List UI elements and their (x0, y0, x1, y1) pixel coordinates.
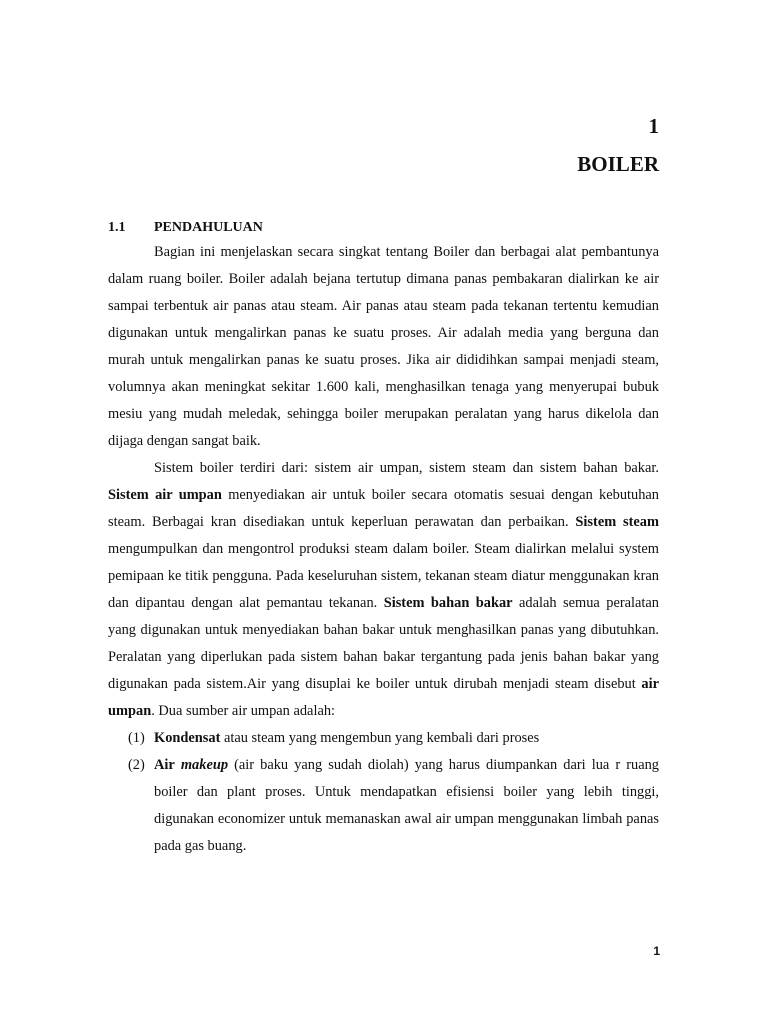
chapter-title: BOILER (577, 152, 659, 176)
term-steam-system: Sistem steam (575, 514, 659, 530)
term-makeup: makeup (180, 757, 229, 773)
list-item (108, 725, 659, 752)
body-text (108, 239, 659, 860)
term-kondensat: Kondensat (154, 730, 221, 746)
list-marker: (2) (128, 757, 145, 773)
page-number: 1 (653, 944, 660, 958)
list-item-text: (air baku yang sudah diolah) yang harus diumpankan dari lua r ruang boiler dan plant proses. Untuk mendapatkan efisiensi boiler yang lebih tinggi, digunakan economizer untuk memanaskan awal air umpan menggunakan limbah panas pada gas buang. (154, 757, 659, 854)
section-number: 1.1 (108, 220, 126, 235)
list-item (108, 752, 659, 860)
term-feedwater-system: Sistem air umpan (108, 487, 222, 503)
section-heading (108, 218, 263, 238)
steam-description: mengumpulkan dan mengontrol produksi steam dalam boiler. Steam dialirkan melalui system pemipaan ke titik pengguna. Pada keseluruhan sistem, tekanan steam diatur menggunakan kran dan dipantau dengan alat pemantau tekanan. (108, 541, 659, 611)
term-air: Air (154, 757, 175, 773)
chapter-number: 1 (648, 114, 659, 138)
paragraph-intro: Bagian ini menjelaskan secara singkat tentang Boiler dan berbagai alat pembantunya dalam ruang boiler. Boiler adalah bejana tertutup dimana panas pembakaran dialirkan ke air sampai terbentuk air panas atau steam. Air panas atau steam pada tekanan tertentu kemudian digunakan untuk mengalirkan panas ke suatu proses. Air adalah media yang berguna dan murah untuk mengalirkan panas ke suatu proses. Jika air dididihkan sampai menjadi steam, volumnya akan meningkat sekitar 1.600 kali, menghasilkan tenaga yang menyerupai bubuk mesiu yang mudah meledak, sehingga boiler merupakan peralatan yang harus dikelola dan dijaga dengan sangat baik. (108, 244, 659, 449)
term-fuel-system: Sistem bahan bakar (383, 595, 513, 611)
fuel-description: adalah semua peralatan yang digunakan untuk menyediakan bahan bakar untuk menghasilkan panas yang dibutuhkan. Peralatan yang diperlukan pada sistem bahan bakar tergantung pada jenis bahan bakar yang digunakan pada sistem.Air yang disuplai ke boiler untuk dirubah menjadi steam disebut (108, 595, 659, 692)
feedwater-description: menyediakan air untuk boiler secara otomatis sesuai dengan kebutuhan steam. Berbagai kran disediakan untuk keperluan perawatan dan perbaikan. (108, 487, 660, 530)
term-air-umpan: air umpan (108, 676, 659, 719)
list-item-text: atau steam yang mengembun yang kembali dari proses (220, 730, 540, 746)
list-marker: (1) (128, 730, 145, 746)
feedwater-source-list (108, 725, 659, 860)
systems-intro: Sistem boiler terdiri dari: sistem air umpan, sistem steam dan sistem bahan bakar. (154, 460, 659, 476)
section-title: PENDAHULUAN (154, 220, 263, 235)
systems-closing: . Dua sumber air umpan adalah: (151, 703, 336, 719)
paragraph-systems (108, 455, 659, 725)
